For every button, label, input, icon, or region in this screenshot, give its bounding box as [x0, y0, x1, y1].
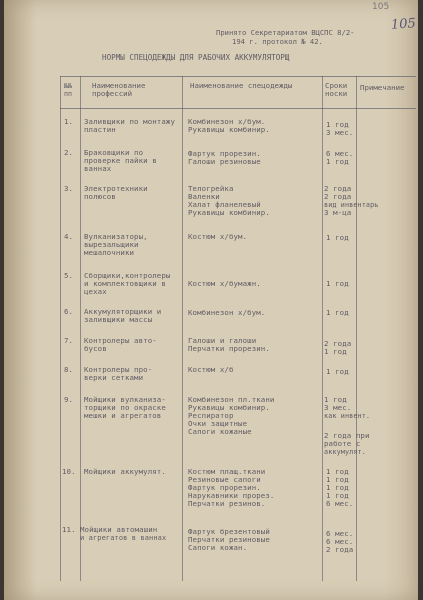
row-9-clothing-1: Комбинезон пл.ткани — [188, 395, 275, 404]
row-7-profession-1: Контролеры авто- — [84, 336, 157, 345]
row-10-term-4: 1 год — [326, 491, 349, 500]
row-1-term-2: 3 мес. — [326, 128, 354, 137]
row-2-clothing-1: Фартук прорезин. — [188, 149, 261, 158]
row-5-profession-2: и комплектовщики в — [84, 279, 166, 288]
row-9-clothing-3: Респиратор — [188, 411, 234, 420]
row-3-clothing-2: Валенки — [188, 192, 220, 201]
header-clothing: Наименование спецодежды — [190, 81, 293, 90]
page-fold-shadow — [4, 0, 36, 600]
row-9-clothing-2: Рукавицы комбинир. — [188, 403, 270, 412]
row-3-term-4: 3 м-ца — [324, 208, 352, 217]
row-9-profession-3: мешки и агрегатов — [84, 411, 162, 420]
row-3-term-1: 2 года — [324, 184, 352, 193]
row-7-clothing-2: Перчатки прорезин. — [188, 344, 270, 353]
row-2-clothing-2: Галоши резиновые — [188, 157, 261, 166]
row-9-profession-1: Мойщики вулканиза- — [84, 395, 166, 404]
row-9-term-1: 1 год — [324, 395, 347, 404]
row-5-num: 5. — [64, 271, 74, 280]
row-11-term-2: 6 мес. — [326, 537, 354, 546]
approval-line-1: Принято Секретариатом ВЦСПС 8/2- — [216, 28, 355, 37]
row-6-profession-2: заливщики массы — [84, 315, 153, 324]
row-10-clothing-4: Нарукавники прорез. — [188, 491, 275, 500]
row-11-profession-2: и агрегатов в ваннах — [80, 534, 167, 542]
row-4-profession-1: Вулканизаторы, — [84, 232, 148, 241]
row-6-profession-1: Аккумуляторщики и — [84, 307, 162, 316]
document-page — [4, 0, 418, 600]
row-4-term-1: 1 год — [326, 233, 349, 242]
row-10-num: 10. — [62, 467, 76, 476]
row-10-term-1: 1 год — [326, 467, 349, 476]
row-9-term-2: 3 мес. — [324, 403, 352, 412]
row-11-num: 11. — [62, 525, 76, 534]
row-4-profession-2: вырезальщики — [84, 240, 139, 249]
row-9-clothing-5: Сапоги кожаные — [188, 427, 252, 436]
profession-col-rule — [182, 76, 183, 581]
row-9-clothing-4: Очки защитные — [188, 419, 248, 428]
row-3-clothing-3: Халат фланелевый — [188, 200, 261, 209]
row-2-profession: Браковщики по проверке пайки в ваннах — [84, 148, 157, 174]
row-8-num: 8. — [64, 365, 74, 374]
row-10-clothing-1: Костюм плащ.ткани — [188, 467, 266, 476]
row-5-term-1: 1 год — [326, 279, 349, 288]
row-4-clothing-1: Костюм х/бум. — [188, 232, 248, 241]
header-notes: Примечание — [360, 83, 405, 92]
handwritten-page-number: 105 — [390, 16, 417, 33]
row-9-term-5: 2 года при — [324, 431, 370, 440]
row-1-profession: Заливщики по монтажу пластин — [84, 117, 175, 135]
row-1-clothing-2: Рукавицы комбинир. — [188, 125, 270, 134]
row-9-term-6: работе с — [324, 439, 361, 448]
row-3-profession-2: полюсов — [84, 192, 116, 201]
row-8-term-1: 1 год — [326, 367, 349, 376]
row-11-term-3: 2 года — [326, 545, 354, 554]
row-11-clothing-2: Перчатки резиновые — [188, 535, 270, 544]
row-6-term-1: 1 год — [326, 308, 349, 317]
header-num: №№ пп — [64, 82, 72, 98]
row-1-term-1: 1 год — [326, 120, 349, 129]
row-9-profession-2: торщики по окраске — [84, 403, 166, 412]
row-6-clothing-1: Комбинезон х/бум. — [188, 308, 266, 317]
row-2-num: 2. — [64, 148, 74, 157]
table-left-rule — [60, 76, 61, 581]
row-11-term-1: 6 мес. — [326, 529, 354, 538]
row-1-num: 1. — [64, 117, 74, 126]
row-3-num: 3. — [64, 184, 74, 193]
approval-line-2: 194 г. протокол № 42. — [232, 37, 323, 46]
num-col-rule — [80, 76, 81, 581]
row-2-term-2: 1 год — [326, 157, 349, 166]
row-10-clothing-2: Резиновые сапоги — [188, 475, 261, 484]
row-11-profession-1: Мойщики автомашин — [80, 525, 158, 534]
row-10-clothing-5: Перчатки резинов. — [188, 499, 266, 508]
row-10-clothing-3: Фартук прорезин. — [188, 483, 261, 492]
row-10-term-5: 6 мес. — [326, 499, 354, 508]
row-10-term-3: 1 год — [326, 483, 349, 492]
row-7-term-1: 2 года — [324, 339, 352, 348]
row-10-term-2: 1 год — [326, 475, 349, 484]
row-3-clothing-4: Рукавицы комбинир. — [188, 208, 270, 217]
table-top-rule — [60, 76, 416, 77]
row-5-profession-1: Сборщики,контролеры — [84, 271, 171, 280]
header-profession: Наименование профессий — [92, 81, 146, 98]
row-5-clothing-1: Костюм х/бумажн. — [188, 279, 261, 288]
row-8-profession-2: верки сетками — [84, 373, 144, 382]
row-3-clothing-1: Телогрейка — [188, 184, 234, 193]
row-9-term-3: как инвент. — [324, 412, 371, 420]
row-9-num: 9. — [64, 395, 74, 404]
row-3-profession-1: Электротехники — [84, 184, 148, 193]
archive-number: 105 — [372, 2, 390, 12]
row-2-term-1: 6 мес. — [326, 149, 354, 158]
table-header-rule — [60, 108, 416, 109]
row-8-profession-1: Контролеры про- — [84, 365, 153, 374]
row-3-term-3: вид инвентарь — [324, 201, 379, 209]
header-terms: Сроки носки — [325, 81, 348, 98]
row-7-term-2: 1 год — [324, 347, 347, 356]
row-4-profession-3: мешалочники — [84, 248, 135, 257]
row-7-profession-2: бусов — [84, 344, 107, 353]
row-1-clothing-1: Комбинезон х/бум. — [188, 117, 266, 126]
row-10-profession-1: Мойщики аккумулят. — [84, 467, 166, 476]
clothing-col-rule — [322, 76, 323, 581]
terms-col-rule — [356, 76, 357, 581]
row-4-num: 4. — [64, 232, 74, 241]
row-6-num: 6. — [64, 307, 74, 316]
row-11-clothing-3: Сапоги кожан. — [188, 543, 248, 552]
row-5-profession-3: цехах — [84, 287, 107, 296]
row-7-num: 7. — [64, 336, 74, 345]
row-9-term-7: аккумулят. — [324, 448, 366, 456]
row-7-clothing-1: Галоши и галоши — [188, 336, 257, 345]
row-3-term-2: 2 года — [324, 192, 352, 201]
row-8-clothing-1: Костюм х/б — [188, 365, 234, 374]
document-title: НОРМЫ СПЕЦОДЕЖДЫ ДЛЯ РАБОЧИХ АККУМУЛЯТОРЩ — [102, 53, 290, 62]
row-11-clothing-1: Фартук брезентовый — [188, 527, 270, 536]
